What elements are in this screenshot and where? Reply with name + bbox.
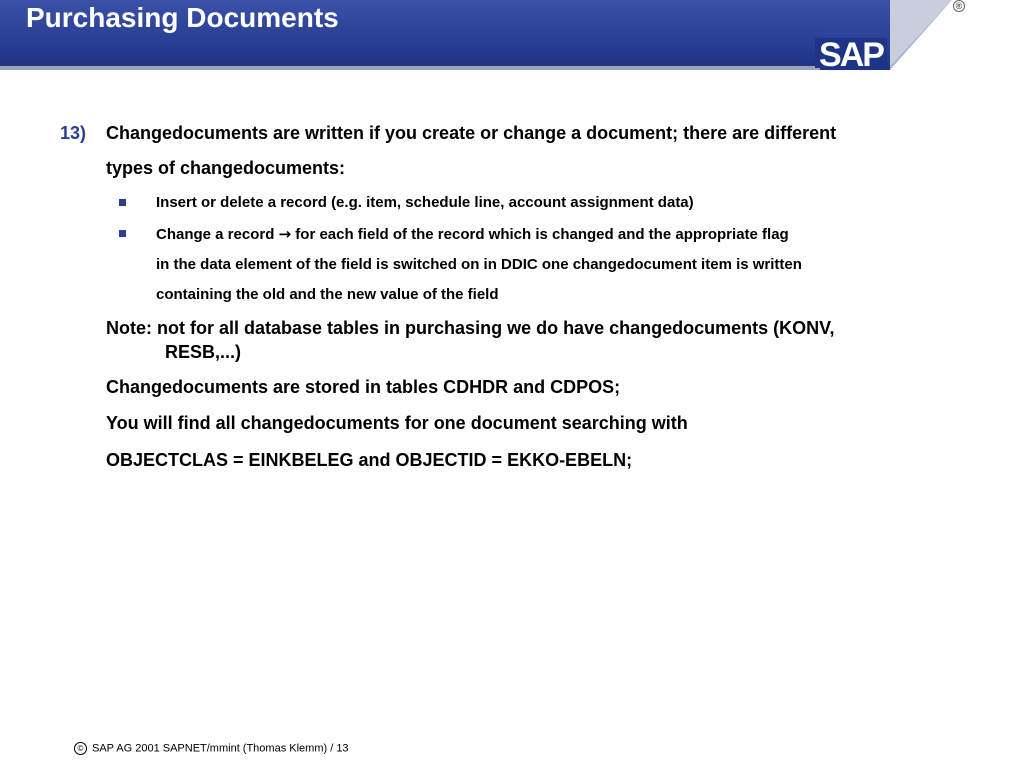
lead-line-1: Changedocuments are written if you create or change a document; there are different bbox=[106, 123, 837, 143]
registered-mark: ® bbox=[953, 0, 965, 12]
slide-title: Purchasing Documents bbox=[26, 2, 339, 33]
bullet-marker bbox=[119, 230, 126, 237]
footer bbox=[74, 742, 349, 755]
bullet-marker bbox=[119, 199, 126, 206]
find-line: You will find all changedocuments for one document searching with bbox=[106, 413, 688, 433]
footer-text: SAP AG 2001 SAPNET/mmint (Thomas Klemm) / 13 bbox=[92, 742, 349, 755]
bullet-2-post: for each field of the record which is changed and the appropriate flag bbox=[291, 226, 789, 243]
bullet-2-line-2: in the data element of the field is switched on in DDIC one changedocument item is written bbox=[156, 256, 802, 273]
copyright-icon: © bbox=[74, 742, 87, 755]
note-line-2: RESB,...) bbox=[165, 342, 242, 362]
arrow-icon: → bbox=[278, 225, 292, 243]
sap-logo-text: SAP bbox=[819, 36, 883, 70]
bullet-2-pre: Change a record bbox=[156, 226, 279, 243]
bullet-2-line-3: containing the old and the new value of the field bbox=[156, 286, 499, 303]
bullet-2-line-1 bbox=[156, 225, 789, 243]
item-number: 13) bbox=[60, 123, 87, 143]
bullet-1-text: Insert or delete a record (e.g. item, schedule line, account assignment data) bbox=[156, 194, 694, 211]
note-line-1: Note: not for all database tables in purchasing we do have changedocuments (KONV, bbox=[106, 318, 835, 338]
objectclass-line: OBJECTCLAS = EINKBELEG and OBJECTID = EKKO-EBELN; bbox=[106, 450, 633, 470]
lead-line-2: types of changedocuments: bbox=[106, 158, 346, 178]
stored-line: Changedocuments are stored in tables CDHDR and CDPOS; bbox=[106, 377, 621, 397]
